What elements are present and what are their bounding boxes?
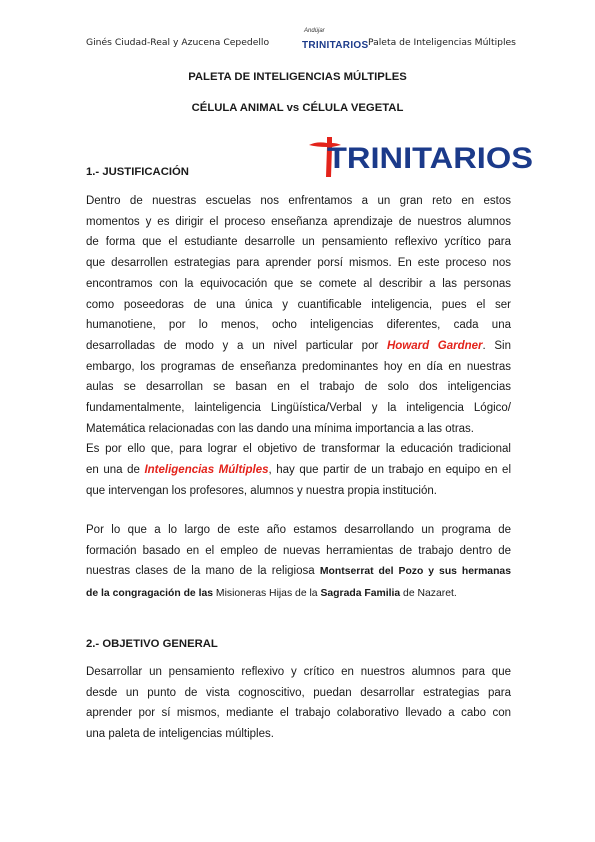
text-line: embargo, los programas de enseñanza predominantes hoy en día en nuestras [86, 360, 511, 373]
header-logo-subtext: Andújar [304, 28, 325, 34]
paragraph-objetivo [86, 662, 511, 745]
header-logo [300, 28, 369, 58]
text-line: Dentro de nuestras escuelas nos enfrentamos a un gran reto en estos [86, 195, 511, 207]
text-fragment: de Nazaret. [400, 588, 457, 600]
text-line: que intervengan los profesores, alumnos y nuestra propia institución. [86, 484, 437, 497]
text-line: Es por ello que, para lograr el objetivo de transformar la educación tradicional [86, 443, 511, 456]
text-line: de forma que el estudiante desarrolle un pensamiento reflexivo ycrítico para [86, 236, 511, 249]
section-heading-objetivo: 2.- OBJETIVO GENERAL [86, 638, 218, 650]
highlight-howard-gardner: Howard Gardner [386, 339, 483, 352]
text-line: aprender por sí mismos, mediante el trabajo colaborativo llevado a cabo con [86, 707, 511, 720]
text-fragment: nuestras clases de la mano de la religiosa [86, 565, 320, 578]
paragraph-justificacion-1 [86, 191, 511, 502]
text-fragment: desarrolladas de modo y a un nivel particular por [86, 339, 387, 352]
trinitarios-logo [305, 135, 537, 179]
bold-sagrada-familia: Sagrada Familia [320, 588, 401, 600]
text-line [86, 583, 511, 605]
text-line: aulas se desarrollan se basan en el trabajo de solo dos inteligencias [86, 381, 511, 394]
text-fragment: Misioneras Hijas de la [213, 588, 321, 600]
bold-montserrat-del-pozo: Montserrat del Pozo y sus hermanas [319, 566, 511, 578]
text-line [86, 561, 511, 583]
text-line: encontramos con la equivocación que se comete al describir a las personas [86, 277, 511, 290]
header-logo-brand: TRINITARIOS [302, 40, 369, 51]
paragraph-justificacion-2 [86, 520, 511, 605]
page-subtitle: CÉLULA ANIMAL vs CÉLULA VEGETAL [191, 102, 404, 114]
text-line: Por lo que a lo largo de este año estamos desarrollando un programa de [86, 524, 511, 536]
text-line: que desarrollen estrategias para aprender porsí mismos. En este proceso nos [86, 257, 511, 270]
text-line: como poseedoras de una única y cuantificable inteligencia, pues el ser [86, 298, 511, 311]
section-heading-justificacion: 1.- JUSTIFICACIÓN [86, 166, 189, 178]
text-line: humanotiene, por lo menos, ocho inteligencias diferentes, cada una [86, 319, 511, 332]
text-line: momentos y es dirigir el proceso enseñanza aprendizaje de nuestros alumnos [86, 215, 511, 228]
text-line: Matemática relacionadas con las dando una mínima importancia a las otras. [86, 422, 475, 435]
header-title: Paleta de Inteligencias Múltiples [368, 37, 516, 48]
logo-wordmark: TRINITARIOS [327, 142, 533, 175]
text-line: fundamentalmente, lainteligencia Lingüística/Verbal y la inteligencia Lógico/ [86, 402, 511, 415]
text-line: una paleta de inteligencias múltiples. [86, 728, 274, 741]
text-fragment: , hay que partir de un trabajo en equipo en el [268, 464, 511, 477]
header-author: Ginés Ciudad-Real y Azucena Cepedello [86, 37, 270, 48]
text-line: Desarrollar un pensamiento reflexivo y crítico en nuestros alumnos para que [86, 666, 511, 678]
text-line [86, 336, 511, 357]
bold-congregacion: de la congragación de las [86, 588, 214, 600]
text-fragment: . Sin [482, 339, 511, 352]
text-line [86, 460, 511, 481]
text-fragment: en una de [86, 464, 145, 477]
text-line: desde un punto de vista cognoscitivo, puedan desarrollar estrategias para [86, 686, 511, 699]
page-title: PALETA DE INTELIGENCIAS MÚLTIPLES [188, 71, 407, 83]
text-line: formación basado en el empleo de nuevas herramientas de trabajo dentro de [86, 544, 511, 557]
highlight-inteligencias-multiples: Inteligencias Múltiples [144, 464, 269, 477]
